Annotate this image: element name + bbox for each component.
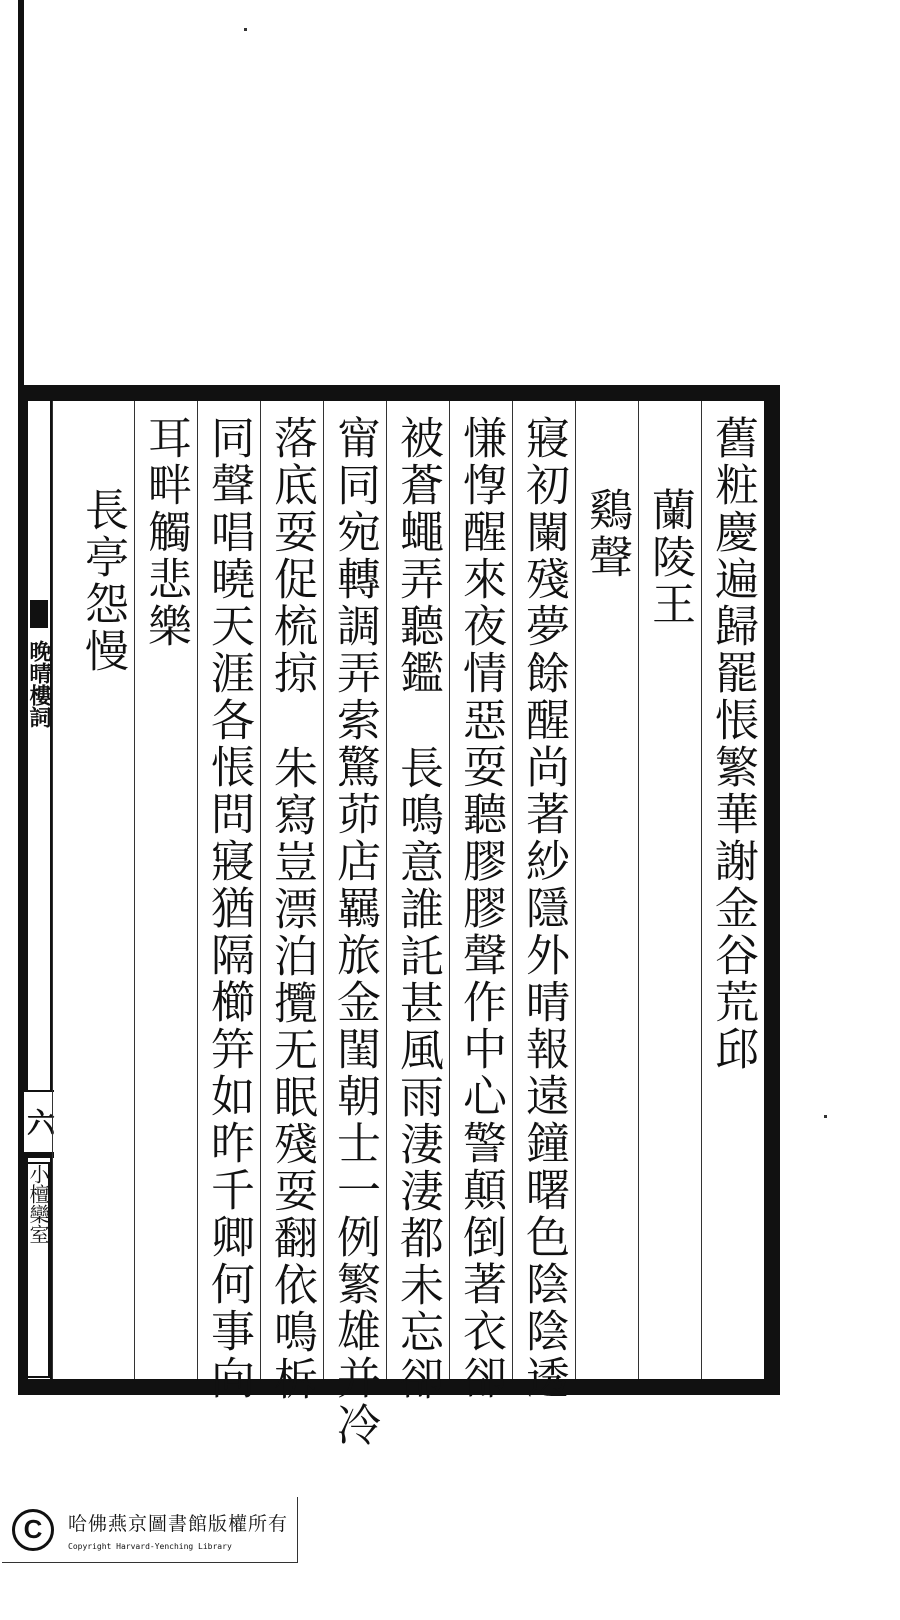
column-8: [260, 401, 323, 1403]
column-text: 耳畔觸悲樂: [140, 415, 191, 650]
column-2: [638, 401, 701, 1379]
column-6: [386, 401, 449, 1403]
text-columns: [52, 401, 764, 1449]
column-text-tail: 長鳴意誰託甚風雨淒淒都未忘卻: [392, 745, 443, 1403]
column-text: 同聲唱曉天涯各悵問寢猶隔櫛笄如昨千卿何事向: [203, 415, 254, 1402]
copyright-stamp: [2, 1497, 298, 1563]
column-11: [52, 401, 134, 1379]
column-9: [197, 401, 260, 1402]
copyright-chinese: 哈佛燕京圖書館版權所有: [68, 1512, 289, 1535]
lyric-tune-title: 蘭陵王: [644, 487, 695, 628]
column-text: 落底耍促梳掠: [266, 415, 317, 697]
fish-tail-mark: [30, 600, 48, 628]
column-text: 舊粧慶遍歸罷悵繁華謝金谷荒邱: [707, 415, 758, 1073]
column-5: [449, 401, 512, 1402]
column-3: [575, 401, 638, 1379]
column-text: 被蒼蠅弄聽鑑: [392, 415, 443, 697]
speck: [824, 1115, 827, 1118]
column-10: [134, 401, 197, 1379]
poem-title: 長亭怨慢: [77, 487, 128, 675]
column-4: [512, 401, 575, 1402]
copyright-symbol-icon: C: [12, 1509, 54, 1551]
margin-book-title: 晚晴樓詞: [26, 640, 52, 728]
column-text: 慊惸醒來夜情惡耍聽膠膠聲作中心警顛倒著衣卻: [455, 415, 506, 1402]
binding-line: [18, 0, 24, 400]
column-1: [701, 401, 764, 1379]
speck: [244, 28, 247, 31]
poem-title: 鷄聲: [581, 487, 632, 581]
column-7: [323, 401, 386, 1449]
copyright-english: Copyright Harvard-Yenching Library: [68, 1541, 232, 1551]
column-text: 寢初闌殘夢餘醒尚著紗隱外晴報遠鐘曙色陰陰透: [518, 415, 569, 1402]
column-text-tail: 朱寫豈漂泊攬无眠殘耍翻依鳴柝: [266, 745, 317, 1403]
margin-publisher: 小檀欒室: [26, 1162, 50, 1378]
column-text: 甯同宛轉調弄索驚茆店羈旅金閨朝士一例繁雄并冷: [329, 415, 380, 1449]
margin-page-number: 六: [24, 1090, 54, 1158]
